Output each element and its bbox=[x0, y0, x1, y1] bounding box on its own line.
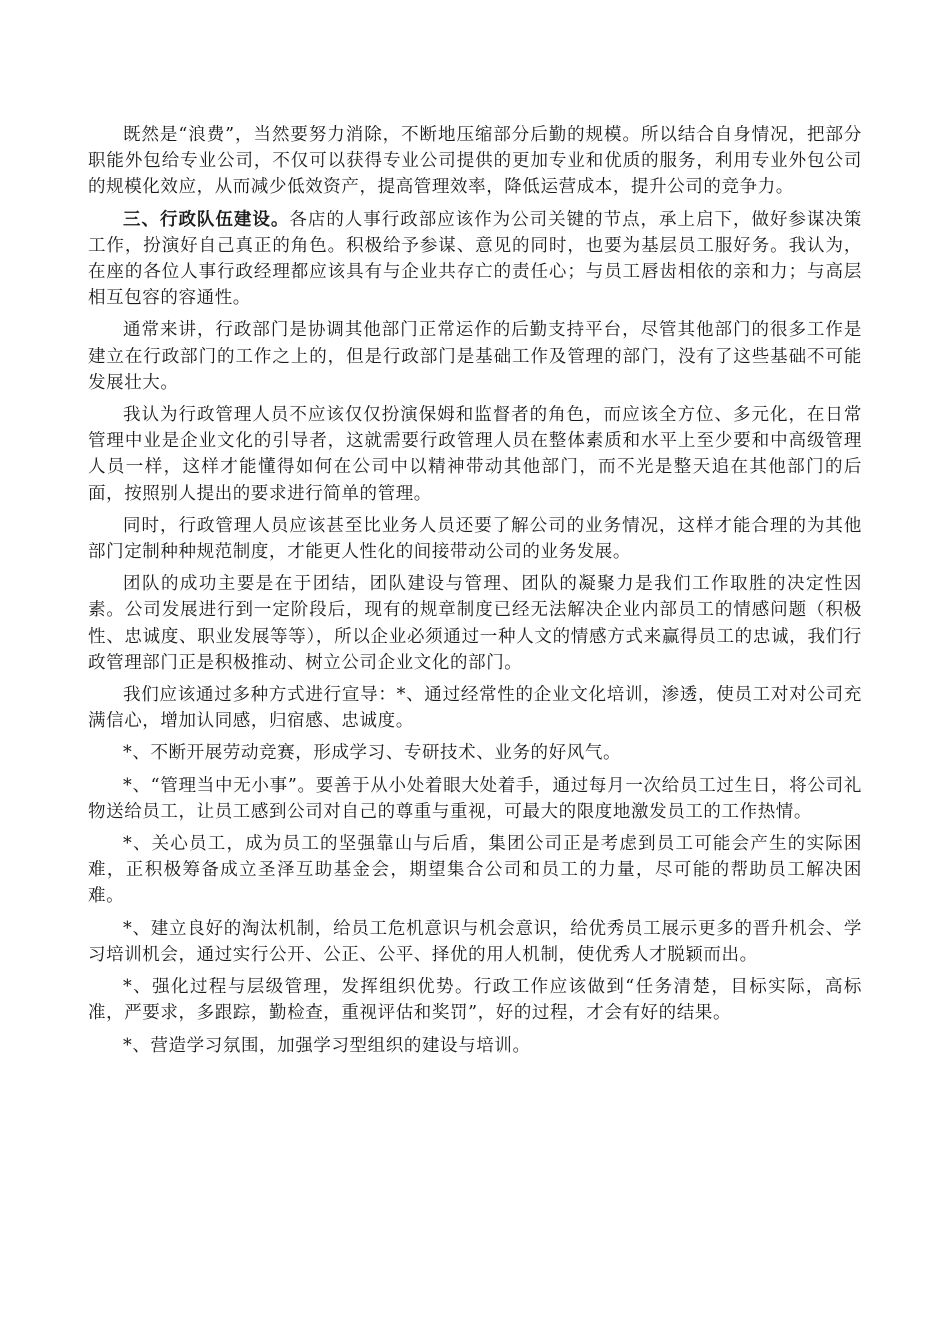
paragraph-10 bbox=[88, 831, 862, 910]
paragraph-5-text: 同时，行政管理人员应该甚至比业务人员还要了解公司的业务情况，这样才能合理的为其他部门定制种种规范制度，才能更人性化的间接带动公司的业务发展。 bbox=[88, 515, 862, 563]
paragraph-5 bbox=[88, 513, 862, 565]
document-body bbox=[88, 122, 862, 1065]
paragraph-8-text: *、不断开展劳动竞赛，形成学习、专研技术、业务的好风气。 bbox=[123, 743, 622, 764]
paragraph-11-text: *、建立良好的淘汰机制，给员工危机意识与机会意识，给优秀员工展示更多的晋升机会、学习培训机会，通过实行公开、公正、公平、择优的用人机制，使优秀人才脱颖而出。 bbox=[88, 918, 862, 965]
paragraph-1-text: 既然是“浪费”，当然要努力消除，不断地压缩部分后勤的规模。所以结合自身情况，把部分职能外包给专业公司，不仅可以获得专业公司提供的更加专业和优质的服务，利用专业外包公司的规模化效应，从而减少低效资产，提高管理效率，降低运营成本，提升公司的竞争力。 bbox=[88, 125, 862, 198]
paragraph-1 bbox=[88, 122, 862, 201]
paragraph-9 bbox=[88, 773, 862, 825]
paragraph-7 bbox=[88, 682, 862, 734]
paragraph-13-text: *、营造学习氛围，加强学习型组织的建设与培训。 bbox=[123, 1035, 531, 1056]
paragraph-6 bbox=[88, 571, 862, 676]
paragraph-12-text: *、强化过程与层级管理，发挥组织优势。行政工作应该做到“任务清楚，目标实际，高标准，严要求，多跟踪，勤检查，重视评估和奖罚”，好的过程，才会有好的结果。 bbox=[88, 977, 862, 1024]
paragraph-6-text: 团队的成功主要是在于团结，团队建设与管理、团队的凝聚力是我们工作取胜的决定性因素。公司发展进行到一定阶段后，现有的规章制度已经无法解决企业内部员工的情感问题（积极性、忠诚度、职业发展等等），所以企业必须通过一种人文的情感方式来赢得员工的忠诚，我们行政管理部门正是积极推动、树立公司企业文化的部门。 bbox=[88, 574, 862, 673]
paragraph-10-text: *、关心员工，成为员工的坚强靠山与后盾，集团公司正是考虑到员工可能会产生的实际困难，正积极筹备成立圣泽互助基金会，期望集合公司和员工的力量，尽可能的帮助员工解决困难。 bbox=[88, 834, 862, 907]
paragraph-7-text: 我们应该通过多种方式进行宣导：*、通过经常性的企业文化培训，渗透，使员工对对公司充满信心，增加认同感，归宿感、忠诚度。 bbox=[88, 685, 862, 732]
paragraph-2-text: 各店的人事行政部应该作为公司关键的节点，承上启下，做好参谋决策工作，扮演好自己真正的角色。积极给予参谋、意见的同时，也要为基层员工服好务。我认为，在座的各位人事行政经理都应该具有与企业共存亡的责任心；与员工唇齿相依的亲和力；与高层相互包容的容通性。 bbox=[88, 209, 862, 309]
paragraph-3 bbox=[88, 317, 862, 396]
paragraph-13 bbox=[88, 1033, 862, 1059]
paragraph-2 bbox=[88, 207, 862, 312]
paragraph-12 bbox=[88, 974, 862, 1026]
paragraph-9-text: *、“管理当中无小事”。要善于从小处着眼大处着手，通过每月一次给员工过生日，将公司礼物送给员工，让员工感到公司对自己的尊重与重视，可最大的限度地激发员工的工作热情。 bbox=[88, 775, 862, 822]
paragraph-4 bbox=[88, 402, 862, 507]
paragraph-4-text: 我认为行政管理人员不应该仅仅扮演保姆和监督者的角色，而应该全方位、多元化，在日常管理中业是企业文化的引导者，这就需要行政管理人员在整体素质和水平上至少要和中高级管理人员一样，这样才能懂得如何在公司中以精神带动其他部门，而不光是整天追在其他部门的后面，按照别人提出的要求进行简单的管理。 bbox=[88, 405, 862, 504]
paragraph-3-text: 通常来讲，行政部门是协调其他部门正常运作的后勤支持平台，尽管其他部门的很多工作是建立在行政部门的工作之上的，但是行政部门是基础工作及管理的部门，没有了这些基础不可能发展壮大。 bbox=[88, 320, 862, 393]
section-heading: 三、行政队伍建设。 bbox=[123, 209, 290, 230]
paragraph-11 bbox=[88, 916, 862, 968]
paragraph-8 bbox=[88, 740, 862, 766]
